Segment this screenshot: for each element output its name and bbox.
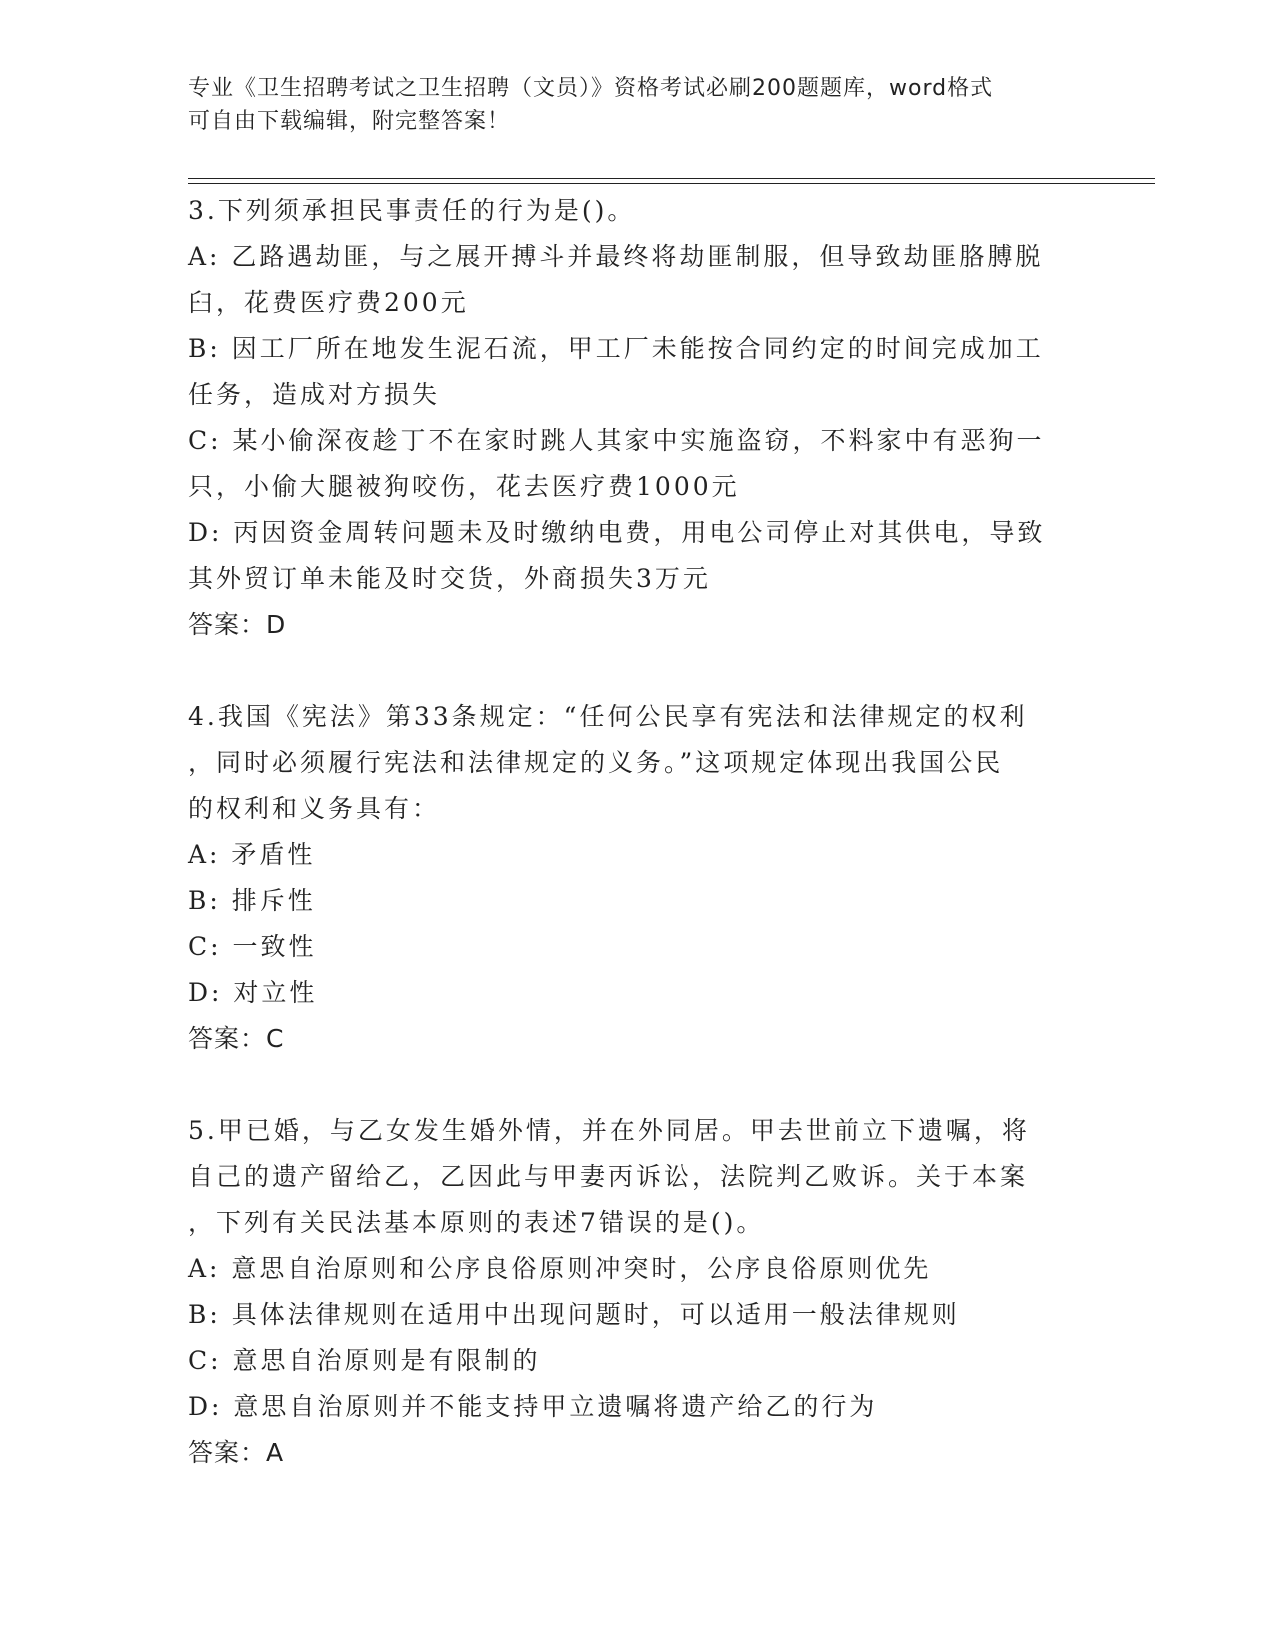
question-stem-cont: 自己的遗产留给乙，乙因此与甲妻丙诉讼，法院判乙败诉。关于本案 <box>188 1162 1029 1191</box>
option-b: B: 排斥性 <box>188 886 316 915</box>
answer-label: 答案：A <box>188 1438 285 1467</box>
header-divider-bottom <box>188 183 1155 184</box>
question-stem-cont: ，同时必须履行宪法和法律规定的义务。”这项规定体现出我国公民 <box>188 748 1004 777</box>
option-b: B: 因工厂所在地发生泥石流，甲工厂未能按合同约定的时间完成加工 <box>188 334 1044 363</box>
option-b: B: 具体法律规则在适用中出现问题时，可以适用一般法律规则 <box>188 1300 960 1329</box>
option-c: C: 某小偷深夜趁丁不在家时跳人其家中实施盗窃，不料家中有恶狗一 <box>188 426 1045 455</box>
question-spacer <box>188 1062 1088 1108</box>
option-c-cont: 只，小偷大腿被狗咬伤，花去医疗费1000元 <box>188 472 740 501</box>
question-stem: 5.甲已婚，与乙女发生婚外情，并在外同居。甲去世前立下遗嘱，将 <box>188 1116 1030 1145</box>
option-c: C: 意思自治原则是有限制的 <box>188 1346 541 1375</box>
answer-label: 答案：D <box>188 610 287 639</box>
document-header <box>188 72 1088 138</box>
option-a: A: 矛盾性 <box>188 840 316 869</box>
question-spacer <box>188 648 1088 694</box>
question-4 <box>188 694 1088 1062</box>
answer-label: 答案：C <box>188 1024 285 1053</box>
option-c: C: 一致性 <box>188 932 317 961</box>
header-line-1: 专业《卫生招聘考试之卫生招聘（文员）》资格考试必刷200题题库，word格式 <box>188 76 994 101</box>
question-5 <box>188 1108 1088 1476</box>
option-d: D: 丙因资金周转问题未及时缴纳电费，用电公司停止对其供电，导致 <box>188 518 1046 547</box>
option-d-cont: 其外贸订单未能及时交货，外商损失3万元 <box>188 564 711 593</box>
header-divider-top <box>188 178 1155 179</box>
question-stem: 3.下列须承担民事责任的行为是()。 <box>188 196 636 225</box>
question-3 <box>188 188 1088 648</box>
question-list <box>188 188 1088 1476</box>
question-stem-cont: 的权利和义务具有： <box>188 794 441 823</box>
option-d: D: 对立性 <box>188 978 318 1007</box>
option-a: A: 乙路遇劫匪，与之展开搏斗并最终将劫匪制服，但导致劫匪胳膊脱 <box>188 242 1044 271</box>
option-a-cont: 臼，花费医疗费200元 <box>188 288 469 317</box>
question-stem-cont: ，下列有关民法基本原则的表述7错误的是()。 <box>188 1208 765 1237</box>
option-d: D: 意思自治原则并不能支持甲立遗嘱将遗产给乙的行为 <box>188 1392 878 1421</box>
option-a: A: 意思自治原则和公序良俗原则冲突时，公序良俗原则优先 <box>188 1254 932 1283</box>
question-stem: 4.我国《宪法》第33条规定：“任何公民享有宪法和法律规定的权利 <box>188 702 1028 731</box>
option-b-cont: 任务，造成对方损失 <box>188 380 441 409</box>
header-line-2: 可自由下载编辑，附完整答案！ <box>188 109 511 134</box>
